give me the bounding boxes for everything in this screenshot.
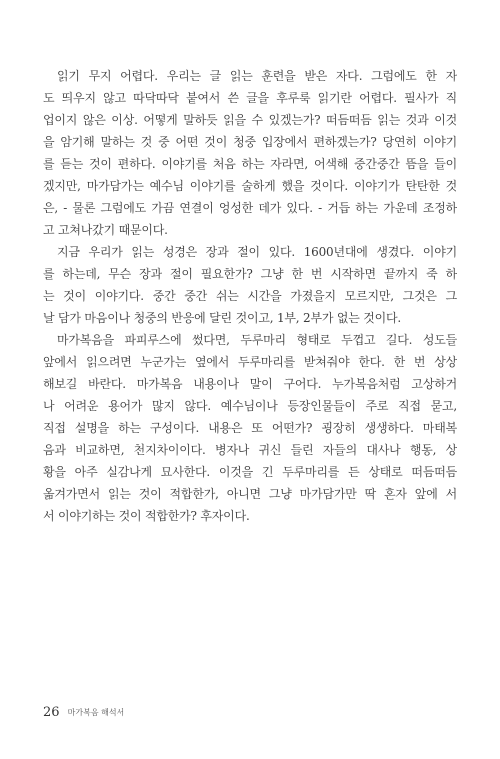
text-line: 읽기 무지 어렵다. 우리는 글 읽는 훈련을 받은 자다. 그럼에도 한 자 <box>57 69 457 83</box>
text-line: 마가복음을 파피루스에 썼다면, 두루마리 형태로 두껍고 길다. 성도들 <box>57 333 457 347</box>
body-text <box>43 65 457 527</box>
text-line: 를 듣는 것이 편하다. 이야기를 처음 하는 자라면, 어색해 중간중간 뜸을 들이 <box>43 157 457 171</box>
text-line: 옮겨가면서 읽는 것이 적합한가, 아니면 그냥 마가담가만 딱 혼자 앞에 서 <box>43 487 457 501</box>
text-line: 을 암기해 말하는 것 중 어떤 것이 청중 입장에서 편하겠는가? 당연히 이야기 <box>43 135 457 149</box>
text-line: 나 어려운 용어가 많지 않다. 예수님이나 등장인물들이 주로 직접 묻고, <box>43 399 457 413</box>
text-line: 업이지 않은 이상. 어떻게 말하듯 읽을 수 있겠는가? 떠듬떠듬 읽는 것과 이것 <box>43 113 457 127</box>
text-line: 도 띄우지 않고 따닥따닥 붙여서 쓴 글을 후루룩 읽기란 어렵다. 필사가 직 <box>43 91 457 105</box>
text-line: 앞에서 읽으려면 누군가는 옆에서 두루마리를 받쳐줘야 한다. 한 번 상상 <box>43 355 457 369</box>
text-line: 지금 우리가 읽는 성경은 장과 절이 있다. 1600년대에 생겼다. 이야기 <box>57 245 457 259</box>
paragraph-3 <box>43 329 457 527</box>
page-footer <box>43 702 124 720</box>
text-line: 황을 아주 실감나게 묘사한다. 이것을 긴 두루마리를 든 상태로 떠듬떠듬 <box>43 465 457 479</box>
text-line: 날 담가 마음이나 청중의 반응에 달린 것이고, 1부, 2부가 없는 것이다. <box>43 311 402 325</box>
text-line: 고 고쳐나갔기 때문이다. <box>43 223 168 237</box>
text-line: 를 하는데, 무슨 장과 절이 필요한가? 그냥 한 번 시작하면 끝까지 죽 하 <box>43 267 457 281</box>
text-line: 음과 비교하면, 천지차이이다. 병자나 귀신 들린 자들의 대사나 행동, 상 <box>43 443 457 457</box>
text-line: 서 이야기하는 것이 적합한가? 후자이다. <box>43 509 250 523</box>
paragraph-1 <box>43 65 457 241</box>
text-line: 은, - 물론 그럼에도 가끔 연결이 엉성한 데가 있다. - 거듭 하는 가운데 조정하 <box>43 201 457 215</box>
paragraph-2 <box>43 241 457 329</box>
page-number: 26 <box>43 705 60 720</box>
text-line: 겠지만, 마가담가는 예수님 이야기를 술하게 했을 것이다. 이야기가 탄탄한 것 <box>43 179 457 193</box>
text-line: 는 것이 이야기다. 중간 중간 쉬는 시간을 가졌을지 모르지만, 그것은 그 <box>43 289 457 303</box>
running-title: 마가복음 해석서 <box>67 708 125 717</box>
text-line: 해보길 바란다. 마가복음 내용이나 말이 구어다. 누가복음처럼 고상하거 <box>43 377 457 391</box>
text-line: 직접 설명을 하는 구성이다. 내용은 또 어떤가? 굉장히 생생하다. 마태복 <box>43 421 457 435</box>
